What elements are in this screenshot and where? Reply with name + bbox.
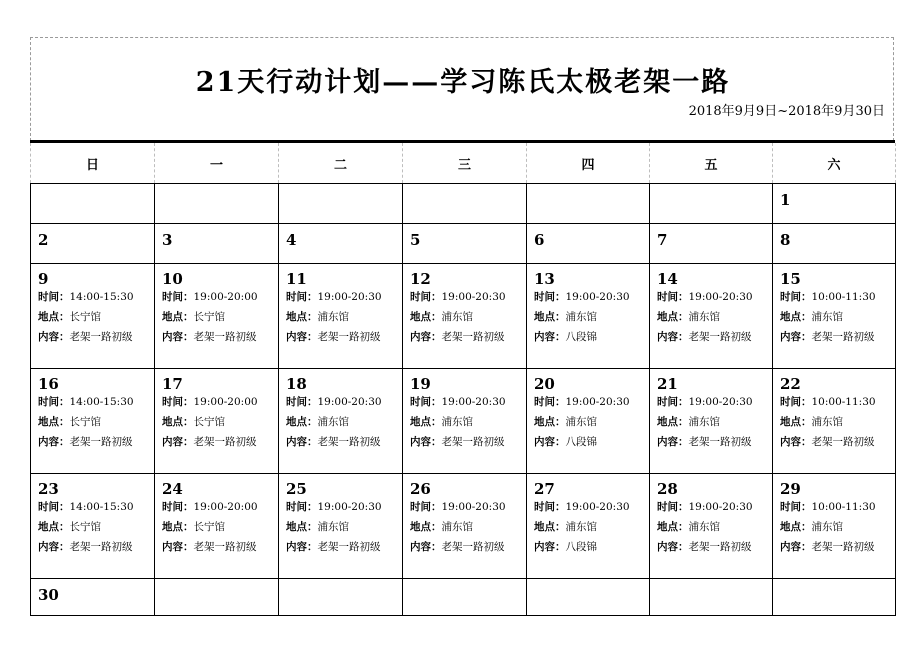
session-time-value: 19:00-20:00: [193, 291, 258, 303]
session-content: [657, 432, 772, 452]
session-content-value: 老架一路初级: [811, 331, 875, 343]
day-number: 25: [286, 480, 307, 498]
day-cell: [279, 369, 403, 474]
session-content-label: 内容：: [162, 436, 194, 448]
session-content-label: 内容：: [286, 541, 318, 553]
session-content-label: 内容：: [780, 436, 812, 448]
session-time-label: 时间：: [780, 396, 812, 408]
weekday-mon: 一: [155, 143, 279, 184]
session-content: [286, 432, 402, 452]
day-number: 8: [780, 231, 791, 249]
session-place-value: 长宁馆: [193, 416, 225, 428]
session-content-label: 内容：: [286, 436, 318, 448]
week-row: [31, 474, 896, 579]
session-place-value: 浦东馆: [317, 521, 349, 533]
session-place: [38, 307, 154, 327]
session-place-value: 长宁馆: [69, 311, 101, 323]
session-place-value: 浦东馆: [688, 311, 720, 323]
session-time-label: 时间：: [38, 396, 70, 408]
session-place: [657, 517, 772, 537]
session-time-label: 时间：: [162, 396, 194, 408]
day-number: 3: [162, 231, 173, 249]
day-number: 21: [657, 375, 678, 393]
day-cell: [279, 224, 403, 264]
session-place-value: 浦东馆: [441, 416, 473, 428]
day-cell: [31, 579, 155, 616]
day-cell: [527, 474, 650, 579]
session-content-value: 老架一路初级: [193, 541, 257, 553]
session-time-label: 时间：: [780, 291, 812, 303]
session-place-label: 地点：: [38, 416, 70, 428]
session-place-label: 地点：: [780, 521, 812, 533]
day-cell: [650, 474, 773, 579]
session-time-label: 时间：: [410, 501, 442, 513]
session-time: [38, 497, 154, 517]
session-content-label: 内容：: [162, 541, 194, 553]
session-content-value: 老架一路初级: [317, 331, 381, 343]
day-number: 9: [38, 270, 49, 288]
session-place: [657, 412, 772, 432]
session-time-value: 19:00-20:30: [565, 501, 630, 513]
session-time-value: 19:00-20:30: [688, 501, 753, 513]
day-number: 10: [162, 270, 183, 288]
session-content-label: 内容：: [38, 331, 70, 343]
session-place-label: 地点：: [410, 521, 442, 533]
session-place: [286, 307, 402, 327]
session-place-value: 浦东馆: [811, 521, 843, 533]
empty-day-cell: [155, 184, 279, 224]
session-place: [162, 307, 278, 327]
session-place-value: 浦东馆: [688, 416, 720, 428]
session-time: [780, 392, 895, 412]
session-place-value: 长宁馆: [193, 521, 225, 533]
empty-day-cell: [527, 579, 650, 616]
session-time-label: 时间：: [657, 396, 689, 408]
day-number: 1: [780, 191, 791, 209]
session-place-value: 长宁馆: [69, 521, 101, 533]
session-place-value: 浦东馆: [811, 416, 843, 428]
session-time: [38, 392, 154, 412]
day-cell: [155, 224, 279, 264]
session-place-label: 地点：: [38, 521, 70, 533]
session-place-label: 地点：: [162, 521, 194, 533]
session-place-value: 长宁馆: [193, 311, 225, 323]
session-place: [410, 307, 526, 327]
day-number: 5: [410, 231, 421, 249]
session-place: [162, 517, 278, 537]
session-place-value: 浦东馆: [441, 521, 473, 533]
session-content-label: 内容：: [534, 436, 566, 448]
session-content-value: 老架一路初级: [193, 331, 257, 343]
session-time: [38, 287, 154, 307]
session-time-label: 时间：: [38, 501, 70, 513]
session-content: [534, 432, 649, 452]
session-place-value: 浦东馆: [441, 311, 473, 323]
day-number: 13: [534, 270, 555, 288]
day-number: 20: [534, 375, 555, 393]
session-content: [657, 537, 772, 557]
session-time: [286, 497, 402, 517]
session-content-label: 内容：: [534, 331, 566, 343]
session-content: [534, 327, 649, 347]
day-cell: [279, 474, 403, 579]
day-cell: [31, 369, 155, 474]
weekday-header-row: [31, 143, 896, 184]
day-cell: [527, 369, 650, 474]
session-time-label: 时间：: [657, 291, 689, 303]
session-content: [162, 432, 278, 452]
day-cell: [773, 264, 896, 369]
session-content: [410, 327, 526, 347]
day-number: 16: [38, 375, 59, 393]
day-number: 7: [657, 231, 668, 249]
session-content: [38, 432, 154, 452]
session-content: [286, 327, 402, 347]
session-content-value: 八段锦: [565, 331, 597, 343]
day-cell: [403, 369, 527, 474]
week-row: [31, 224, 896, 264]
session-time-value: 10:00-11:30: [811, 396, 876, 408]
session-place-label: 地点：: [534, 521, 566, 533]
session-place: [38, 517, 154, 537]
session-place-value: 长宁馆: [69, 416, 101, 428]
session-place-label: 地点：: [162, 311, 194, 323]
empty-day-cell: [650, 579, 773, 616]
session-place: [162, 412, 278, 432]
day-number: 18: [286, 375, 307, 393]
session-place: [780, 307, 895, 327]
session-content-value: 老架一路初级: [441, 331, 505, 343]
session-content-label: 内容：: [780, 331, 812, 343]
weekday-thu: 四: [527, 143, 650, 184]
day-cell: [650, 224, 773, 264]
session-time-value: 14:00-15:30: [69, 396, 134, 408]
day-number: 22: [780, 375, 801, 393]
session-time-label: 时间：: [534, 396, 566, 408]
session-place: [38, 412, 154, 432]
empty-day-cell: [31, 184, 155, 224]
session-content-label: 内容：: [410, 436, 442, 448]
session-place-value: 浦东馆: [811, 311, 843, 323]
session-place-label: 地点：: [657, 311, 689, 323]
session-content-label: 内容：: [657, 541, 689, 553]
session-content-label: 内容：: [657, 331, 689, 343]
session-content: [162, 537, 278, 557]
session-time: [657, 392, 772, 412]
session-time: [534, 497, 649, 517]
session-time: [162, 497, 278, 517]
session-content-label: 内容：: [534, 541, 566, 553]
session-content-label: 内容：: [410, 331, 442, 343]
day-number: 26: [410, 480, 431, 498]
session-time: [286, 287, 402, 307]
session-content-value: 老架一路初级: [317, 436, 381, 448]
session-content-label: 内容：: [162, 331, 194, 343]
session-content-value: 老架一路初级: [688, 436, 752, 448]
session-time-value: 10:00-11:30: [811, 291, 876, 303]
session-content-value: 八段锦: [565, 436, 597, 448]
session-time-value: 14:00-15:30: [69, 291, 134, 303]
week-row: [31, 264, 896, 369]
day-cell: [773, 184, 896, 224]
page-title: 21天行动计划——学习陈氏太极老架一路: [195, 67, 731, 98]
session-content: [534, 537, 649, 557]
date-range: 2018年9月9日~2018年9月30日: [688, 104, 885, 119]
week-row: [31, 579, 896, 616]
session-time-label: 时间：: [534, 291, 566, 303]
session-content-value: 老架一路初级: [441, 436, 505, 448]
session-place-value: 浦东馆: [317, 416, 349, 428]
day-cell: [155, 474, 279, 579]
day-cell: [31, 474, 155, 579]
session-content-value: 老架一路初级: [69, 541, 133, 553]
session-content-value: 八段锦: [565, 541, 597, 553]
session-content-value: 老架一路初级: [441, 541, 505, 553]
session-place-value: 浦东馆: [688, 521, 720, 533]
day-number: 12: [410, 270, 431, 288]
session-place-value: 浦东馆: [565, 416, 597, 428]
week-row: [31, 369, 896, 474]
day-cell: [527, 264, 650, 369]
day-cell: [31, 264, 155, 369]
session-time-value: 19:00-20:30: [565, 291, 630, 303]
day-number: 30: [38, 586, 59, 604]
day-cell: [155, 369, 279, 474]
session-content: [657, 327, 772, 347]
session-time: [534, 392, 649, 412]
session-place-value: 浦东馆: [565, 311, 597, 323]
session-time: [657, 287, 772, 307]
day-cell: [773, 224, 896, 264]
session-place-value: 浦东馆: [565, 521, 597, 533]
weekday-tue: 二: [279, 143, 403, 184]
session-time-label: 时间：: [286, 501, 318, 513]
empty-day-cell: [650, 184, 773, 224]
session-time: [162, 287, 278, 307]
session-content: [286, 537, 402, 557]
session-time-label: 时间：: [410, 291, 442, 303]
session-content-value: 老架一路初级: [811, 436, 875, 448]
session-place: [534, 412, 649, 432]
session-time-value: 19:00-20:30: [688, 396, 753, 408]
day-cell: [279, 264, 403, 369]
calendar-header: [30, 37, 894, 141]
session-content: [38, 327, 154, 347]
session-content-value: 老架一路初级: [69, 331, 133, 343]
session-content: [780, 537, 895, 557]
session-time: [162, 392, 278, 412]
session-content: [410, 432, 526, 452]
session-content-value: 老架一路初级: [69, 436, 133, 448]
session-content-label: 内容：: [286, 331, 318, 343]
calendar-grid: [30, 143, 896, 616]
session-place: [780, 517, 895, 537]
session-place-label: 地点：: [410, 311, 442, 323]
day-number: 11: [286, 270, 307, 288]
session-time: [410, 287, 526, 307]
session-content-value: 老架一路初级: [317, 541, 381, 553]
session-time-label: 时间：: [780, 501, 812, 513]
session-time-value: 19:00-20:30: [441, 291, 506, 303]
session-time: [534, 287, 649, 307]
day-cell: [773, 369, 896, 474]
session-place: [410, 517, 526, 537]
day-cell: [773, 474, 896, 579]
session-place: [780, 412, 895, 432]
session-content-label: 内容：: [38, 541, 70, 553]
day-cell: [650, 264, 773, 369]
session-time-value: 19:00-20:30: [565, 396, 630, 408]
empty-day-cell: [773, 579, 896, 616]
session-place-label: 地点：: [534, 416, 566, 428]
session-content-label: 内容：: [410, 541, 442, 553]
day-number: 6: [534, 231, 545, 249]
calendar-body: [31, 184, 896, 616]
day-number: 14: [657, 270, 678, 288]
weekday-sat: 六: [773, 143, 896, 184]
weekday-wed: 三: [403, 143, 527, 184]
day-cell: [155, 264, 279, 369]
session-place-value: 浦东馆: [317, 311, 349, 323]
session-content-label: 内容：: [657, 436, 689, 448]
weekday-sun: 日: [31, 143, 155, 184]
day-number: 23: [38, 480, 59, 498]
empty-day-cell: [279, 184, 403, 224]
session-content-value: 老架一路初级: [688, 541, 752, 553]
day-number: 19: [410, 375, 431, 393]
day-number: 15: [780, 270, 801, 288]
day-number: 29: [780, 480, 801, 498]
session-time-label: 时间：: [286, 291, 318, 303]
day-cell: [403, 264, 527, 369]
day-number: 4: [286, 231, 297, 249]
session-time: [780, 497, 895, 517]
session-place-label: 地点：: [286, 416, 318, 428]
session-place: [286, 517, 402, 537]
day-number: 17: [162, 375, 183, 393]
session-content: [780, 432, 895, 452]
session-place: [410, 412, 526, 432]
session-content: [162, 327, 278, 347]
day-cell: [650, 369, 773, 474]
session-place-label: 地点：: [286, 521, 318, 533]
session-time-label: 时间：: [534, 501, 566, 513]
week-row: [31, 184, 896, 224]
session-time-label: 时间：: [162, 501, 194, 513]
session-place: [286, 412, 402, 432]
session-place-label: 地点：: [780, 311, 812, 323]
day-number: 27: [534, 480, 555, 498]
empty-day-cell: [155, 579, 279, 616]
session-time-value: 10:00-11:30: [811, 501, 876, 513]
day-number: 2: [38, 231, 49, 249]
session-place-label: 地点：: [162, 416, 194, 428]
session-content-value: 老架一路初级: [193, 436, 257, 448]
empty-day-cell: [403, 184, 527, 224]
empty-day-cell: [527, 184, 650, 224]
session-place: [534, 307, 649, 327]
day-cell: [527, 224, 650, 264]
session-time-value: 19:00-20:00: [193, 501, 258, 513]
session-content: [38, 537, 154, 557]
session-time-label: 时间：: [162, 291, 194, 303]
session-time-value: 14:00-15:30: [69, 501, 134, 513]
session-content: [780, 327, 895, 347]
day-number: 24: [162, 480, 183, 498]
session-time-label: 时间：: [38, 291, 70, 303]
session-place-label: 地点：: [534, 311, 566, 323]
session-content: [410, 537, 526, 557]
session-time: [286, 392, 402, 412]
session-content-value: 老架一路初级: [688, 331, 752, 343]
session-time-label: 时间：: [657, 501, 689, 513]
day-cell: [403, 474, 527, 579]
session-place-label: 地点：: [657, 521, 689, 533]
session-time: [410, 497, 526, 517]
session-time: [410, 392, 526, 412]
empty-day-cell: [279, 579, 403, 616]
session-place-label: 地点：: [657, 416, 689, 428]
session-place-label: 地点：: [38, 311, 70, 323]
session-place-label: 地点：: [410, 416, 442, 428]
session-time-value: 19:00-20:30: [317, 501, 382, 513]
session-place-label: 地点：: [286, 311, 318, 323]
session-content-value: 老架一路初级: [811, 541, 875, 553]
session-time: [657, 497, 772, 517]
session-time-value: 19:00-20:30: [441, 396, 506, 408]
session-content-label: 内容：: [38, 436, 70, 448]
day-cell: [31, 224, 155, 264]
session-place-label: 地点：: [780, 416, 812, 428]
session-content-label: 内容：: [780, 541, 812, 553]
session-place: [534, 517, 649, 537]
empty-day-cell: [403, 579, 527, 616]
session-time-value: 19:00-20:00: [193, 396, 258, 408]
session-time-value: 19:00-20:30: [688, 291, 753, 303]
weekday-fri: 五: [650, 143, 773, 184]
session-time-label: 时间：: [286, 396, 318, 408]
session-time-value: 19:00-20:30: [317, 396, 382, 408]
session-time: [780, 287, 895, 307]
session-place: [657, 307, 772, 327]
day-number: 28: [657, 480, 678, 498]
session-time-label: 时间：: [410, 396, 442, 408]
session-time-value: 19:00-20:30: [441, 501, 506, 513]
session-time-value: 19:00-20:30: [317, 291, 382, 303]
day-cell: [403, 224, 527, 264]
